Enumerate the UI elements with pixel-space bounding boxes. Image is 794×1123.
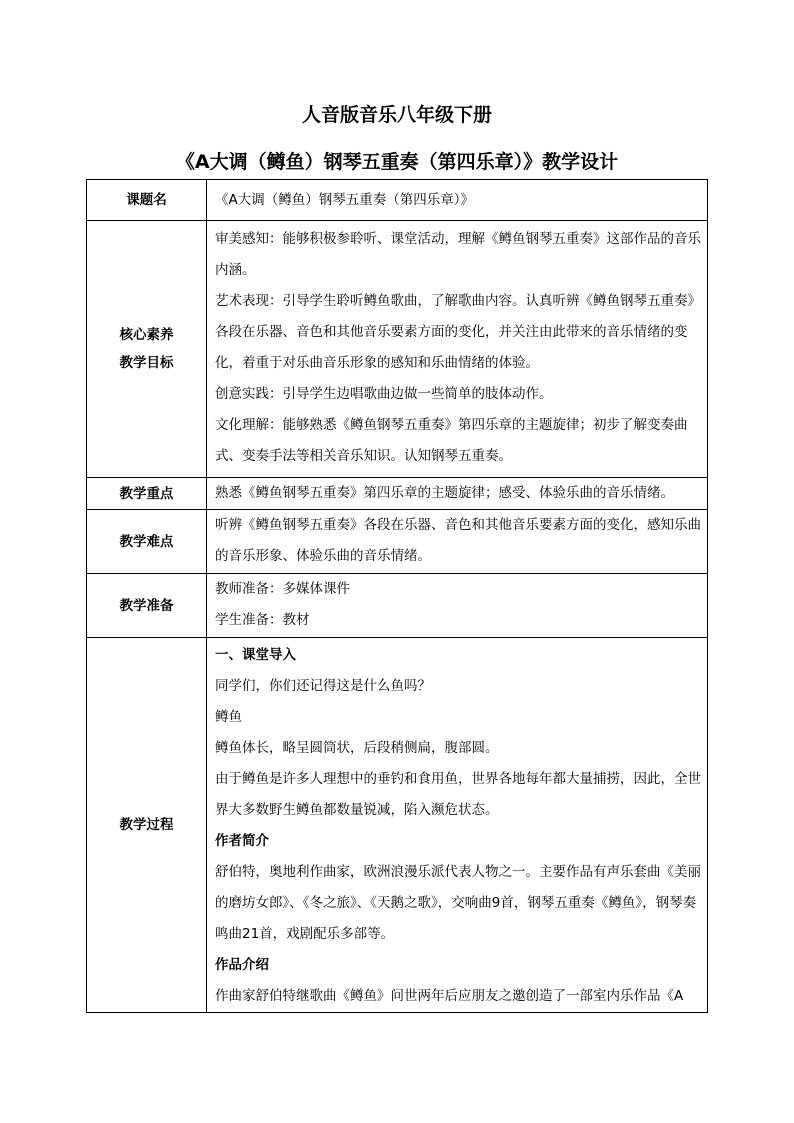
- content-paragraph: 教师准备：多媒体课件: [215, 581, 350, 597]
- document-title: 人音版音乐八年级下册: [301, 104, 492, 126]
- label-line: 教学目标: [119, 355, 174, 371]
- table-row-topic: [87, 180, 708, 221]
- table-row-process: [87, 638, 708, 1013]
- content-paragraph: 鳟鱼: [215, 709, 242, 725]
- table-row-objectives: [87, 221, 708, 478]
- row-label: 教学准备: [87, 574, 207, 638]
- content-paragraph: 由于鳟鱼是许多人理想中的垂钓和食用鱼，世界各地每年都大量捕捞，因此，全世界大多数野生鳟鱼都数量锐减，陷入濒危状态。: [215, 771, 701, 818]
- table-row-key-points: [87, 478, 708, 510]
- content-paragraph: 同学们，你们还记得这是什么鱼吗？: [215, 678, 431, 694]
- content-paragraph: 听辨《鳟鱼钢琴五重奏》各段在乐器、音色和其他音乐要素方面的变化，感知乐曲的音乐形象、体验乐曲的音乐情绪。: [215, 517, 701, 564]
- content-paragraph: 艺术表现：引导学生聆听鳟鱼歌曲，了解歌曲内容。认真听辨《鳟鱼钢琴五重奏》各段在乐器、音色和其他音乐要素方面的变化，并关注由此带来的音乐情绪的变化，着重于对乐曲音乐形象的感知和乐曲情绪的体验。: [215, 293, 701, 371]
- row-content: [207, 638, 708, 1013]
- section-heading: 作者简介: [215, 833, 269, 849]
- content-paragraph: 创意实践：引导学生边唱歌曲边做一些简单的肢体动作。: [215, 386, 553, 402]
- row-content: [207, 510, 708, 574]
- content-paragraph: 舒伯特，奥地利作曲家，欧洲浪漫乐派代表人物之一。主要作品有声乐套曲《美丽的磨坊女郎》、《冬之旅》、《天鹅之歌》，交响曲9首，钢琴五重奏《鳟鱼》，钢琴奏鸣曲21首，戏剧配乐多部等。: [215, 864, 701, 942]
- row-label: 课题名: [87, 180, 207, 221]
- row-content: [207, 478, 708, 510]
- row-label: 教学难点: [87, 510, 207, 574]
- row-content: [207, 574, 708, 638]
- row-label: [87, 221, 207, 478]
- row-label: 教学过程: [87, 638, 207, 1013]
- content-paragraph: 学生准备：教材: [215, 612, 310, 628]
- content-paragraph: 审美感知：能够积极参聆听、课堂活动，理解《鳟鱼钢琴五重奏》这部作品的音乐内涵。: [215, 231, 701, 278]
- content-paragraph: 熟悉《鳟鱼钢琴五重奏》第四乐章的主题旋律；感受、体验乐曲的音乐情绪。: [215, 485, 674, 501]
- content-paragraph: 鳟鱼体长，略呈圆筒状，后段稍侧扁，腹部圆。: [215, 740, 499, 756]
- content-paragraph: 作曲家舒伯特继歌曲《鳟鱼》问世两年后应朋友之邀创造了一部室内乐作品《A: [215, 988, 684, 1004]
- lesson-plan-table: [86, 179, 708, 1013]
- row-content: [207, 180, 708, 221]
- row-content: [207, 221, 708, 478]
- label-line: 核心素养: [119, 327, 174, 343]
- document-subtitle: 《A大调（鳟鱼）钢琴五重奏（第四乐章）》教学设计: [175, 151, 619, 173]
- content-paragraph: 文化理解：能够熟悉《鳟鱼钢琴五重奏》第四乐章的主题旋律；初步了解变奏曲式、变奏手法等相关音乐知识。认知钢琴五重奏。: [215, 417, 688, 464]
- table-row-difficulties: [87, 510, 708, 574]
- table-row-preparation: [87, 574, 708, 638]
- section-heading: 作品介绍: [215, 957, 269, 973]
- row-label: 教学重点: [87, 478, 207, 510]
- content-paragraph: 《A大调（鳟鱼）钢琴五重奏（第四乐章）》: [215, 192, 474, 208]
- section-heading: 一、课堂导入: [215, 647, 296, 663]
